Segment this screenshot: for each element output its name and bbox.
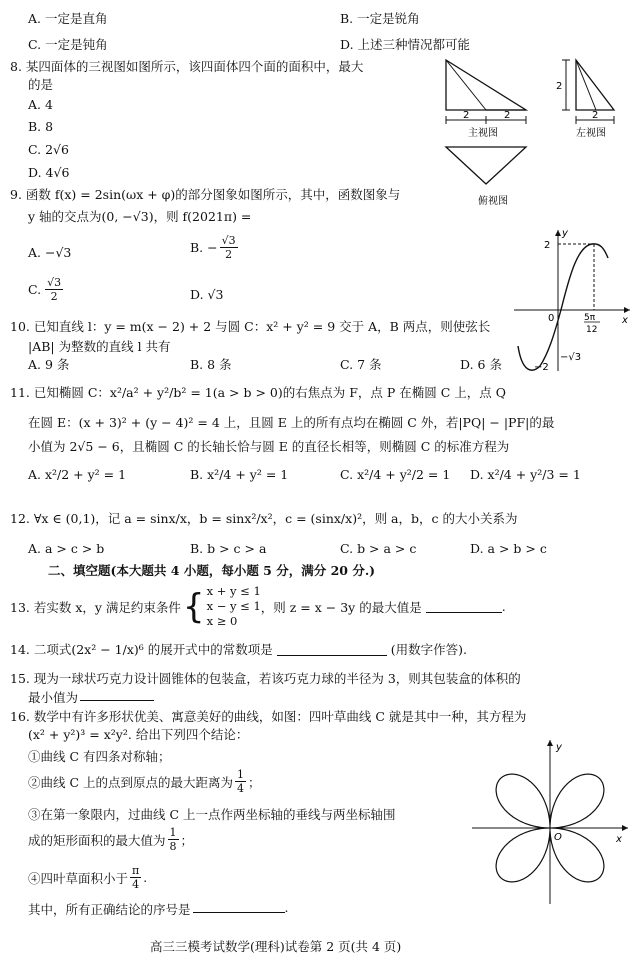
front-dim-right: 2: [504, 110, 511, 121]
q9-option-c: C. √3 2: [28, 276, 62, 303]
q7-option-a: A. 一定是直角: [28, 11, 108, 26]
brace-symbol: {: [182, 586, 205, 627]
q15-stem-line2: 最小值为: [28, 688, 154, 706]
curve-origin-label: O: [554, 832, 562, 843]
section-title-fill-in: 二、填空题(本大题共 4 小题，每小题 5 分，满分 20 分.): [48, 563, 376, 578]
top-view: [446, 147, 526, 207]
origin-label: 0: [548, 313, 555, 324]
q12-option-c: C. b > a > c: [340, 541, 417, 556]
q11-stem-line2: 在圆 E：(x + 3)² + (y − 4)² = 4 上，且圆 E 上的所有点均在椭圆 C 外，若|PQ| − |PF|的最: [28, 415, 555, 430]
side-view-label: 左视图: [576, 128, 606, 139]
front-view-label: 主视图: [468, 128, 498, 139]
q11-option-d: D. x²/4 + y²/3 = 1: [470, 467, 581, 482]
sine-graph: [508, 226, 633, 374]
q10-option-b: B. 8 条: [190, 357, 232, 372]
q8-option-d: D. 4√6: [28, 165, 70, 180]
front-dim-left: 2: [463, 110, 470, 121]
q9-stem-line1: 9. 函数 f(x) = 2sin(ωx + φ)的部分图象如图所示，其中，函数图象与: [10, 187, 401, 202]
q9-option-b: B. − $\frac{√3}{2}$: [190, 234, 236, 261]
q14-answer-blank: [277, 643, 387, 656]
curve-y-label: y: [556, 742, 562, 753]
constraint-list: x + y ≤ 1 x − y ≤ 1 x ≥ 0: [206, 584, 261, 628]
q10-option-c: C. 7 条: [340, 357, 382, 372]
q9-option-a: A. −√3: [28, 245, 72, 260]
q8-option-a: A. 4: [28, 97, 53, 112]
y-axis-label: y: [562, 228, 568, 239]
q16-answer-blank: [193, 900, 285, 913]
x-mark-num: 5π: [584, 313, 596, 323]
q7-option-d: D. 上述三种情况都可能: [340, 37, 471, 52]
q10-option-a: A. 9 条: [28, 357, 70, 372]
q16-stem-line2: (x² + y²)³ = x²y². 给出下列四个结论：: [28, 727, 249, 742]
q13: 13. 若实数 x，y 满足约束条件 { x + y ≤ 1 x − y ≤ 1 x ≥ 0 ，则 z = x − 3y 的最大值是 .: [10, 584, 506, 628]
q16-ask: 其中，所有正确结论的序号是 .: [28, 900, 289, 917]
curve-x-label: x: [616, 834, 622, 845]
q11-option-a: A. x²/2 + y² = 1: [28, 467, 127, 482]
q11-option-c: C. x²/4 + y²/2 = 1: [340, 467, 451, 482]
q12-option-b: B. b > c > a: [190, 541, 267, 556]
q14: 14. 二项式(2x² − 1/x)⁶ 的展开式中的常数项是 (用数字作答).: [10, 642, 467, 657]
front-view: [446, 60, 526, 139]
four-leaf-curve-graph: [468, 736, 632, 906]
q8-stem-line2: 的是: [28, 77, 54, 92]
side-dim-height: 2: [556, 81, 563, 92]
q12-option-d: D. a > b > c: [470, 541, 547, 556]
q16-statement-1: ①曲线 C 有四条对称轴；: [28, 749, 171, 764]
q7-option-c: C. 一定是钝角: [28, 37, 108, 52]
page-footer: 高三三模考试数学(理科)试卷第 2 页(共 4 页): [150, 939, 402, 954]
q9-option-d: D. √3: [190, 287, 224, 302]
q12-stem: 12. ∀x ∈ (0,1)，记 a = sinx/x，b = sinx²/x²，c = (sinx/x)²，则 a，b，c 的大小关系为: [10, 511, 518, 526]
q15-stem-line1: 15. 现为一球状巧克力设计圆锥体的包装盒，若该巧克力球的半径为 3，则其包装盒的体积的: [10, 671, 521, 686]
q15-answer-blank: [80, 688, 154, 701]
q8-stem-line1: 8. 某四面体的三视图如图所示，该四面体四个面的面积中，最大: [10, 59, 364, 74]
q16-statement-3b: 成的矩形面积的最大值为 1 8 ；: [28, 826, 194, 853]
three-view-figure: [438, 52, 634, 212]
top-view-label: 俯视图: [478, 196, 508, 207]
q10-option-d: D. 6 条: [460, 357, 502, 372]
q16-statement-3a: ③在第一象限内，过曲线 C 上一点作两坐标轴的垂线与两坐标轴围: [28, 807, 396, 822]
q11-stem-line1: 11. 已知椭圆 C：x²/a² + y²/b² = 1(a > b > 0)的右焦点为 F，点 P 在椭圆 C 上，点 Q: [10, 385, 506, 400]
q8-option-b: B. 8: [28, 119, 54, 134]
side-dim-width: 2: [592, 110, 599, 121]
x-mark-den: 12: [586, 325, 598, 335]
q9-stem-line2: y 轴的交点为(0, −√3)，则 f(2021π) =: [28, 209, 252, 224]
q7-option-b: B. 一定是锐角: [340, 11, 420, 26]
y-max-label: 2: [544, 240, 551, 251]
q12-option-a: A. a > c > b: [28, 541, 105, 556]
q10-stem-line1: 10. 已知直线 l：y = m(x − 2) + 2 与圆 C：x² + y² = 9 交于 A，B 两点，则使弦长: [10, 319, 491, 334]
q13-answer-blank: [426, 600, 502, 613]
side-view: [556, 60, 614, 139]
q16-statement-4: ④四叶草面积小于 π 4 .: [28, 864, 148, 891]
q16-statement-2: ②曲线 C 上的点到原点的最大距离为 1 4 ；: [28, 768, 261, 795]
y-min-label: −2: [534, 362, 549, 373]
q8-option-c: C. 2√6: [28, 142, 69, 157]
q11-option-b: B. x²/4 + y² = 1: [190, 467, 289, 482]
q10-stem-line2: |AB| 为整数的直线 l 共有: [28, 339, 171, 354]
y-intercept-label: −√3: [560, 352, 582, 363]
x-axis-label: x: [622, 315, 628, 326]
q16-stem-line1: 16. 数学中有许多形状优美、寓意美好的曲线，如图：四叶草曲线 C 就是其中一种，其方程为: [10, 709, 527, 724]
q11-stem-line3: 小值为 2√5 − 6，且椭圆 C 的长轴长恰与圆 E 的直径长相等，则椭圆 C 的标准方程为: [28, 439, 510, 454]
